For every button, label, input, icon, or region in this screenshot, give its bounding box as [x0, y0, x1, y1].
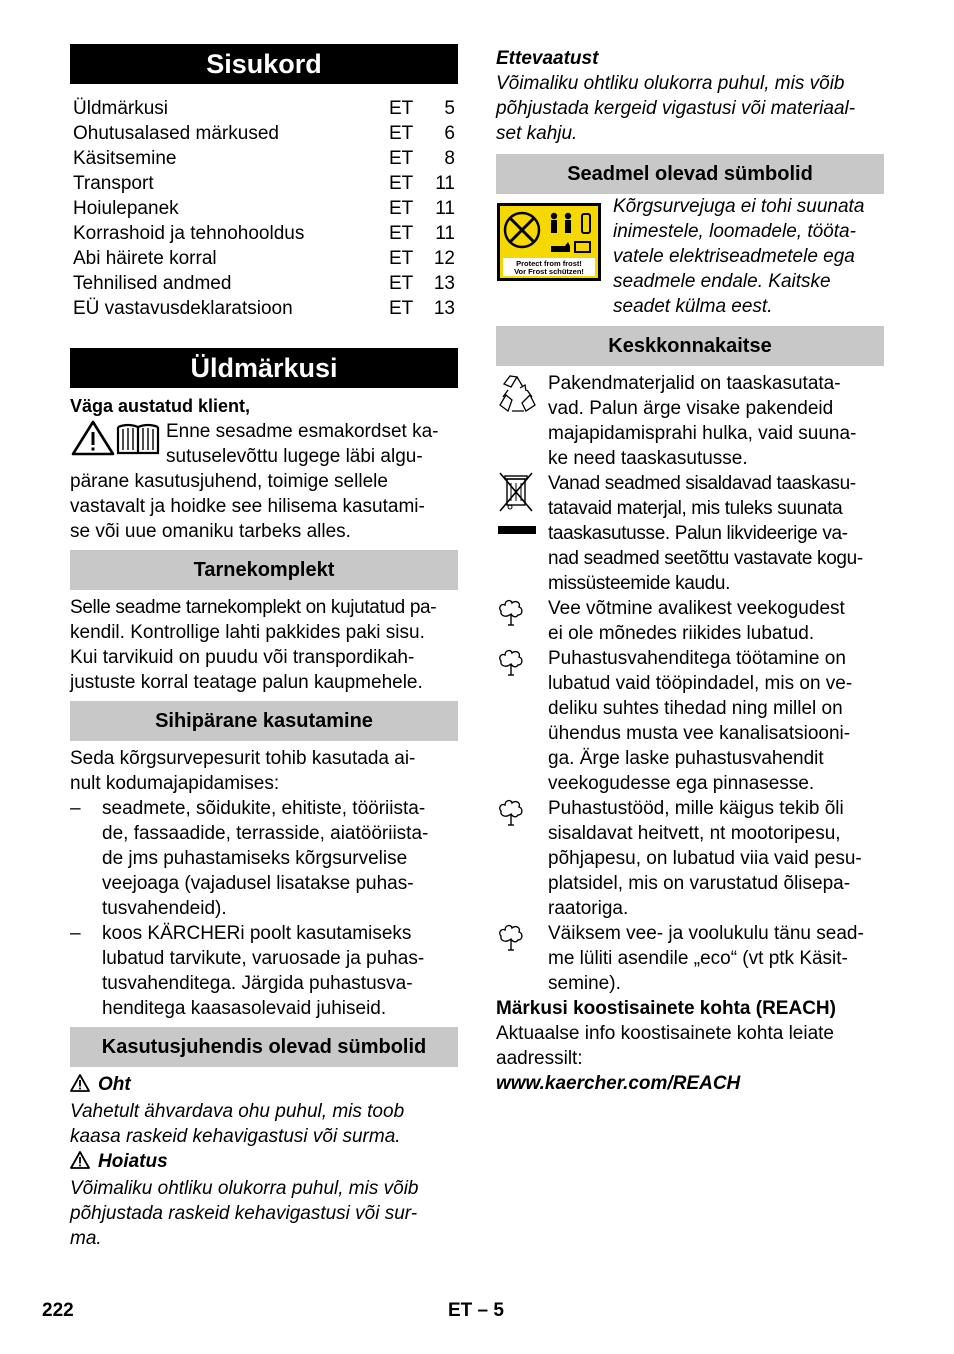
list-line: tusvahendeid). — [102, 898, 227, 919]
toc-entry-lang: ET — [389, 98, 414, 119]
environment-line: veekogudesse ega pinnasesse. — [548, 773, 815, 794]
notice-line: Enne sesadme esmakordset ka- — [166, 421, 439, 442]
manual-symbols-text — [70, 1072, 458, 1251]
caution-line: set kahju. — [496, 123, 578, 144]
list-line: koos KÄRCHERi poolt kasutamiseks — [102, 923, 412, 944]
reach-line: Aktuaalse info koostisainete kohta leiate — [496, 1023, 834, 1044]
notice-line: vastavalt ja hoidke see hilisema kasutami- — [70, 496, 425, 517]
environment-item — [496, 646, 884, 796]
toc-entry[interactable] — [70, 271, 458, 296]
delivery-text — [70, 595, 458, 695]
environment-line: semine). — [548, 973, 621, 994]
device-symbols-heading: Seadmel olevad sümbolid — [496, 154, 884, 194]
caution-label: Ettevaatust — [496, 48, 599, 69]
environment-line: Vanad seadmed sisaldavad taaskasu- — [548, 473, 856, 494]
reach-heading: Märkusi koostisainete kohta (REACH) — [496, 998, 836, 1019]
reach-url-link[interactable]: www.kaercher.com/REACH — [496, 1073, 741, 1094]
environment-line: platsidel, mis on varustatud õlisepa- — [548, 873, 851, 894]
device-symbol-line: inimestele, loomadele, tööta- — [613, 221, 856, 242]
danger-label: Oht — [98, 1074, 131, 1095]
toc-entry-lang: ET — [389, 223, 414, 244]
list-line: henditega kaasasolevaid juhiseid. — [102, 998, 387, 1019]
toc-entry-page: 11 — [435, 223, 455, 244]
recycle-icon — [496, 371, 548, 471]
warning-line: põhjustada raskeid kehavigastusi või sur- — [70, 1203, 418, 1224]
toc-entry-title: Korrashoid ja tehnohooldus — [73, 223, 305, 244]
toc-entry[interactable] — [70, 96, 458, 121]
list-line: de jms puhastamiseks kõrgsurvelise — [102, 848, 408, 869]
environment-line: Pakendmaterjalid on taaskasutata- — [548, 373, 841, 394]
toc-entry-lang: ET — [389, 298, 414, 319]
toc-entry-page: 5 — [444, 98, 455, 119]
environment-item — [496, 921, 884, 996]
toc-entry-title: Abi häirete korral — [73, 248, 217, 269]
environment-item — [496, 596, 884, 646]
warning-triangle-icon — [70, 1074, 90, 1099]
toc-entry-lang: ET — [389, 273, 414, 294]
frost-label-line: Vor Frost schützen! — [514, 267, 584, 276]
left-column — [70, 44, 458, 1251]
environment-item — [496, 796, 884, 921]
environment-line: Vee võtmine avalikest veekogudest — [548, 598, 845, 619]
notice-line: se või uue omaniku tarbeks alles. — [70, 521, 351, 542]
list-item — [70, 796, 458, 921]
toc-entry-page: 11 — [435, 173, 455, 194]
eco-tree-icon — [496, 921, 548, 996]
caution-line: põhjustada kergeid vigastusi või materiaal- — [496, 98, 856, 119]
device-symbol-line: seadet külma eest. — [613, 296, 773, 317]
frost-label-line: Protect from frost! — [516, 259, 582, 268]
danger-label-row — [70, 1072, 458, 1099]
caution-line: Võimaliku ohtliku olukorra puhul, mis võib — [496, 73, 845, 94]
warning-manual-icon — [70, 419, 166, 469]
toc-entry-page: 11 — [435, 198, 455, 219]
toc-entry-title: Ohutusalased märkused — [73, 123, 279, 144]
delivery-line: Selle seadme tarnekomplekt on kujutatud pa- — [70, 597, 437, 618]
environment-line: nad seadmed seetõttu vastavate kogu- — [548, 548, 863, 569]
environment-line: missüsteemide kaudu. — [548, 573, 731, 594]
toc-entry-page: 13 — [433, 273, 455, 294]
environment-line: põhjapesu, on lubatud viia vaid pesu- — [548, 848, 862, 869]
toc-entry[interactable] — [70, 296, 458, 321]
device-symbol-line: seadmele endale. Kaitske — [613, 271, 831, 292]
toc-entry-title: EÜ vastavusdeklaratsioon — [73, 298, 293, 319]
eco-tree-icon — [496, 646, 548, 796]
environment-line: ga. Ärge laske puhastusvahendit — [548, 748, 824, 769]
toc-entry[interactable] — [70, 171, 458, 196]
toc-entry-page: 12 — [433, 248, 455, 269]
toc-entry-title: Transport — [73, 173, 154, 194]
intended-use-text — [70, 746, 458, 1021]
environment-heading: Keskkonnakaitse — [496, 326, 884, 366]
environment-line: ke need taaskasutusse. — [548, 448, 748, 469]
reach-line: aadressilt: — [496, 1048, 583, 1069]
toc-entry-lang: ET — [389, 148, 414, 169]
right-column — [496, 44, 884, 1096]
environment-line: vad. Palun ärge visake pakendeid — [548, 398, 834, 419]
toc-entry-title: Tehnilised andmed — [73, 273, 232, 294]
general-heading: Üldmärkusi — [70, 348, 458, 388]
environment-line: tatavaid materjal, mis tuleks suunata — [548, 498, 843, 519]
warning-label: Hoiatus — [98, 1151, 168, 1172]
list-line: tusvahenditega. Järgida puhastusva- — [102, 973, 413, 994]
delivery-line: Kui tarvikuid on puudu või transpordikah- — [70, 647, 415, 668]
environment-line: lubatud vaid tööpindadel, mis on ve- — [548, 673, 853, 694]
toc-entry[interactable] — [70, 146, 458, 171]
toc-entry-lang: ET — [389, 173, 414, 194]
intended-use-line: Seda kõrgsurvepesurit tohib kasutada ai- — [70, 748, 416, 769]
notice-line: pärane kasutusjuhend, toimige sellele — [70, 471, 388, 492]
notice-line: sutuselevõttu lugege läbi algu- — [166, 446, 423, 467]
delivery-line: justuste korral teatage palun kaupmehele. — [70, 672, 423, 693]
danger-line: kaasa raskeid kehavigastusi või surma. — [70, 1126, 401, 1147]
environment-item — [496, 371, 884, 471]
warning-line: Võimaliku ohtliku olukorra puhul, mis võib — [70, 1178, 419, 1199]
toc-entry[interactable] — [70, 246, 458, 271]
environment-line: deliku suhtes tihedad ning millel on — [548, 698, 843, 719]
delivery-line: kendil. Kontrollige lahti pakkides paki sisu. — [70, 622, 425, 643]
dash-marker: – — [70, 923, 81, 944]
environment-line: me lüliti asendile „eco“ (vt ptk Käsit- — [548, 948, 848, 969]
toc-entry-page: 8 — [444, 148, 455, 169]
dash-marker: – — [70, 798, 81, 819]
environment-line: sisaldavat heitvett, nt mootoripesu, — [548, 823, 841, 844]
warning-label-row — [70, 1149, 458, 1176]
toc-entry-title: Hoiulepanek — [73, 198, 179, 219]
toc-heading: Sisukord — [70, 44, 458, 84]
notice-text — [166, 419, 438, 469]
environment-list — [496, 371, 884, 996]
device-symbol-row — [496, 196, 884, 319]
read-manual-notice — [70, 419, 458, 469]
warning-line: ma. — [70, 1228, 102, 1249]
environment-line: taaskasutusse. Palun likvideerige va- — [548, 523, 848, 544]
section-page-ref: ET – 5 — [448, 1300, 504, 1321]
device-symbol-line: Kõrgsurvejuga ei tohi suunata — [613, 196, 865, 217]
manual-symbols-heading: Kasutusjuhendis olevad sümbolid — [70, 1027, 458, 1067]
toc-entry-lang: ET — [389, 248, 414, 269]
toc-entry-title: Käsitsemine — [73, 148, 177, 169]
eco-tree-icon — [496, 796, 548, 921]
environment-line: raatoriga. — [548, 898, 629, 919]
intended-use-line: nult kodumajapidamises: — [70, 773, 280, 794]
intended-use-heading: Sihipärane kasutamine — [70, 701, 458, 741]
environment-line: Puhastusvahenditega töötamine on — [548, 648, 846, 669]
environment-line: Puhastustööd, mille käigus tekib õli — [548, 798, 844, 819]
list-item — [70, 921, 458, 1021]
danger-line: Vahetult ähvardava ohu puhul, mis toob — [70, 1101, 405, 1122]
list-line: lubatud tarvikute, varuosade ja puhas- — [102, 948, 425, 969]
environment-line: ühendus musta vee kanalisatsiooni- — [548, 723, 851, 744]
table-of-contents — [70, 96, 458, 321]
crossed-bin-icon — [496, 471, 548, 596]
toc-entry-page: 6 — [444, 123, 455, 144]
list-line: veejoaga (vajadusel lisatakse puhas- — [102, 873, 414, 894]
toc-entry-page: 13 — [433, 298, 455, 319]
device-symbol-line: vatele elektriseadmetele ega — [613, 246, 855, 267]
frost-label-icon — [496, 202, 613, 319]
toc-entry-lang: ET — [389, 198, 414, 219]
environment-line: majapidamisprahi hulka, vaid suuna- — [548, 423, 857, 444]
toc-entry-lang: ET — [389, 123, 414, 144]
toc-entry[interactable] — [70, 221, 458, 246]
environment-item — [496, 471, 884, 596]
toc-entry[interactable] — [70, 196, 458, 221]
page-number: 222 — [42, 1300, 74, 1321]
list-line: de, fassaadide, terrasside, aiatööriista- — [102, 823, 429, 844]
warning-triangle-icon — [70, 1151, 90, 1176]
toc-entry-title: Üldmärkusi — [73, 98, 169, 119]
environment-line: ei ole mõnedes riikides lubatud. — [548, 623, 815, 644]
device-symbol-text — [613, 194, 864, 319]
delivery-heading: Tarnekomplekt — [70, 550, 458, 590]
toc-entry[interactable] — [70, 121, 458, 146]
list-line: seadmete, sõidukite, ehitiste, tööriista- — [102, 798, 426, 819]
salutation: Väga austatud klient, — [70, 396, 251, 416]
eco-tree-icon — [496, 596, 548, 646]
environment-line: Väiksem vee- ja voolukulu tänu sead- — [548, 923, 864, 944]
